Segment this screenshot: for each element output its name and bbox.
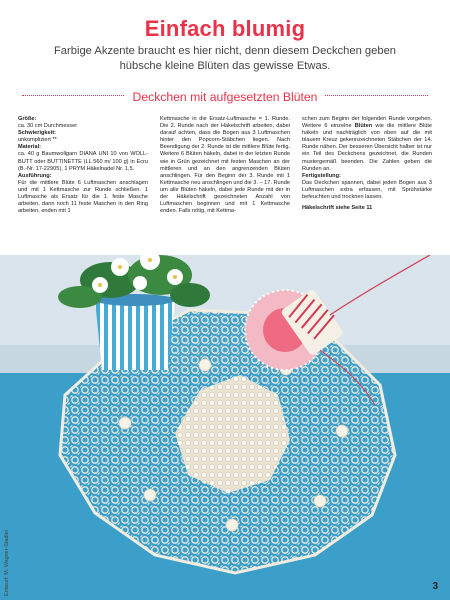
difficulty-text: unkompliziert ** (18, 137, 57, 144)
execution-text: Für die mittlere Blüte 6 Luftmaschen anschlagen und mit 1 Kettmasche zur Runde schließen. 1 Luftmasche als Ersatz für die 1. feste Masche arbeiten, dann noch 11 feste Maschen in den Ring arbeiten, enden mit 1 (18, 179, 148, 215)
material-heading: Material: (18, 144, 42, 151)
intro-text: Farbige Akzente braucht es hier nicht, denn diesem Deckchen geben hübsche kleine Blüten das gewisse Etwas. (53, 45, 397, 72)
finishing-text: Das Deckchen spannen, dabei jeden Bogen aus 3 Luftmaschen extra erfassen, mit Sprühstärke befeuchten und trocknen lassen. (302, 179, 432, 201)
size-text: ca. 30 cm Durchmesser (18, 123, 78, 130)
column-2 (160, 116, 290, 254)
column-3-text-b: wie die mittlere Blüte häkeln und nachträglich von oben auf die mit blauem Kreuz gekennzeichneten Stäbchen der 14. Runde nähen. Der besseren Übersicht halber ist nur ein Teil des Deckchens gezeichnet, die Runden mustergemäß beenden. Die Zahlen geben die Runden an. (302, 123, 432, 172)
column-3-text (302, 116, 432, 173)
design-credit-text: Entwurf: M. Wagner-Stadler (4, 529, 10, 596)
doily-photo (0, 255, 450, 600)
doily-photo-graphic (0, 255, 450, 600)
column-2-text: Kettmasche in die Ersatz-Luftmasche = 1. Runde. Die 2. Runde nach der Häkelschrift arbeiten, dabei darauf achten, dass die Bogen aus 3 Luftmaschen hinter den Popcorn-Stäbchen liegen. Nach Beendigung der 2. Runde ist die mittlere Blüte fertig. Weitere 6 Blüten häkeln, dabei in der letzten Runde wie in Grün gezeichnet mit festen Maschen an der mittleren und an den angrenzenden Blüten anschlingen. Für den Beginn der 3. Runde mit 1 Kettmasche neu anschlingen und die 3. – 17. Runde um alle Blüten häkeln, dabei jede Runde mit der in der Häkelschrift gezeichneten Anzahl von Luftmaschen beginnen und mit 1 Kettmasche enden. Falls nötig, mit Kettma- (160, 116, 290, 215)
material-text: ca. 40 g Baumwollgarn DIANA UNI 10 von WOLL-BUTT oder BUTTINETTE (LL 560 m/ 100 g) in Ecru (B.-Nr. 17-22905), 1 PRYM Häkelnadel Nr. 1,5. (18, 151, 148, 172)
section-heading-wrap (0, 88, 450, 106)
size-heading: Größe: (18, 116, 37, 122)
page-title: Einfach blumig (144, 16, 306, 41)
section-heading: Deckchen mit aufgesetzten Blüten (125, 90, 326, 104)
flower-pot (95, 294, 175, 370)
page-number: 3 (432, 581, 438, 592)
column-3-bold: Blüten (354, 123, 373, 130)
column-3 (302, 116, 432, 254)
instructions-columns (18, 116, 432, 254)
chart-reference: Häkelschrift siehe Seite 11 (302, 205, 373, 212)
design-credit (4, 512, 16, 596)
column-3-text-a: schen zum Beginn der folgenden Runde vorgehen. Weitere 6 einzelne (302, 116, 432, 130)
execution-heading: Ausführung: (18, 172, 52, 179)
finishing-heading: Fertigstellung: (302, 172, 341, 179)
difficulty-heading: Schwierigkeit: (18, 130, 56, 137)
column-1 (18, 116, 148, 254)
